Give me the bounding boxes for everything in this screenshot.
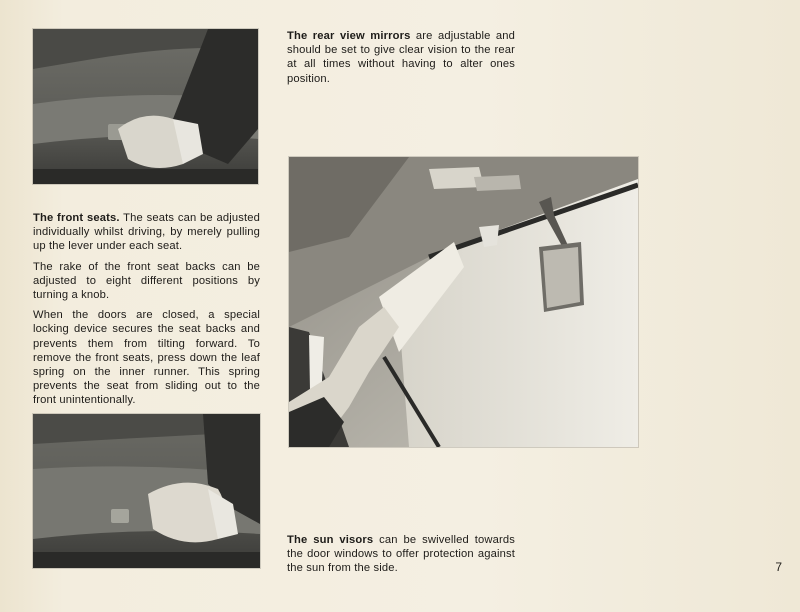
- front-seats-paragraph-2: The rake of the front seat backs can be adjusted to eight different positions by turning a knob.: [33, 260, 260, 302]
- page-number: 7: [775, 560, 782, 574]
- front-seats-text: [33, 211, 260, 414]
- front-seats-paragraph-3: When the doors are closed, a special locking device secures the seat backs and prevents them from tilting forward. To remove the front seats, press down the leaf spring on the inner runner. This spring prevents the seat from sliding out to the front unintentionally.: [33, 309, 260, 407]
- mirrors-text: [287, 29, 515, 92]
- mirrors-body: are adjustable and should be set to give clear vision to the rear at all times without having to alter ones position.: [287, 30, 515, 85]
- front-seats-paragraph-1: [33, 211, 260, 254]
- seat-lever-illustration: [33, 29, 258, 184]
- seat-lever-photo: [33, 29, 258, 184]
- seat-knob-illustration: [33, 414, 260, 568]
- visor-mirror-illustration: [289, 157, 638, 447]
- visors-paragraph: [287, 533, 515, 576]
- visors-text: [287, 533, 515, 582]
- front-seats-body: The seats can be adjusted individually whilst driving, by merely pulling up the lever under each seat.: [33, 212, 260, 253]
- seat-knob-photo: [33, 414, 260, 568]
- visor-mirror-photo: [289, 157, 638, 447]
- mirrors-paragraph: [287, 29, 515, 86]
- visors-lead: The sun visors: [287, 534, 374, 546]
- mirrors-lead: The rear view mirrors: [287, 30, 411, 42]
- front-seats-lead: The front seats.: [33, 212, 120, 224]
- visors-body: can be swivelled towards the door windows to offer protection against the sun from the side.: [287, 534, 515, 575]
